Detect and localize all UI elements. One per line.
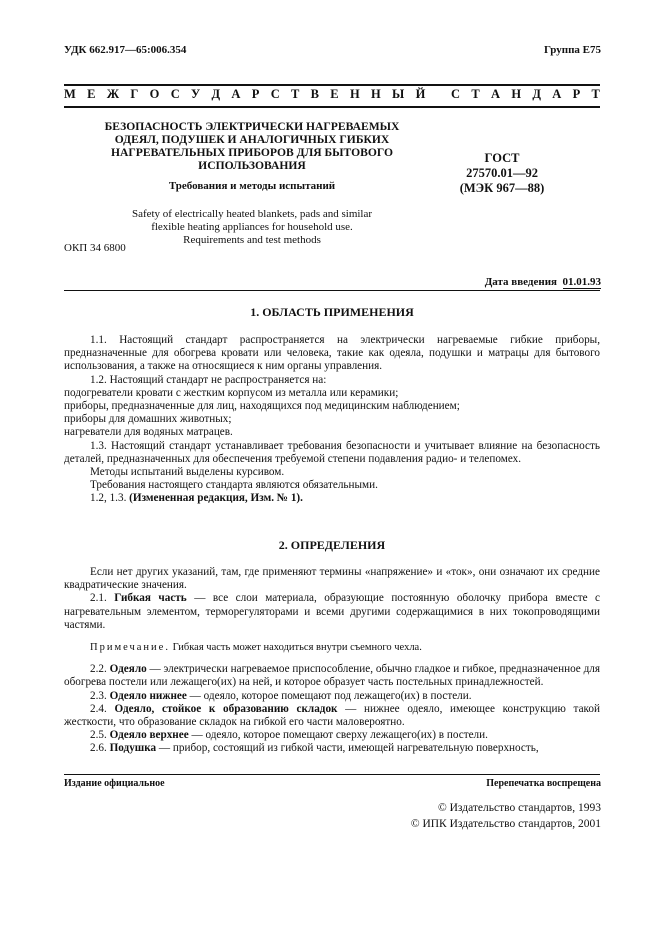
standard-banner: М Е Ж Г О С У Д А Р С Т В Е Н Н Ы Й С Т А Н Д А Р Т xyxy=(64,87,600,101)
effective-date: Дата введения 01.01.93 xyxy=(484,276,601,288)
paragraph-mandatory: Требования настоящего стандарта являются обязательными. xyxy=(90,479,378,492)
definition-2-1: 2.1. Гибкая часть — все слои материала, образующие постоянную оболочку прибора вместе с нагревательным элементом, терморегуляторами и всеми другими содержащимися в них токопроводящими частями. xyxy=(64,592,601,631)
note: Примечание. Гибкая часть может находиться внутри съемного чехла. xyxy=(90,642,422,654)
udk-code: УДК 662.917—65:006.354 xyxy=(64,44,187,56)
paragraph-1-2: 1.2. Настоящий стандарт не распространяется на: xyxy=(90,373,327,386)
banner-bottom-rule xyxy=(64,106,600,108)
definition-2-2: 2.2. Одеяло — электрически нагреваемое приспособление, обычно гладкое и гибкое, предназначенное для обогрева постели или лежащего(их) на ней, и которое образует часть постельных принадлежностей. xyxy=(64,663,600,689)
footer-official-edition: Издание официальное xyxy=(64,778,165,789)
section-2-heading: 2. ОПРЕДЕЛЕНИЯ xyxy=(278,538,386,552)
paragraph-1-3: 1.3. Настоящий стандарт устанавливает требования безопасности и учитывает влияние на безопасность деталей, предназначенных для обеспечения требуемой степени подавления радио- и телепомех. xyxy=(64,439,600,465)
okp-code: ОКП 34 6800 xyxy=(64,242,126,254)
date-rule xyxy=(64,290,600,291)
list-item: подогреватели кровати с жестким корпусом из металла или керамики; xyxy=(64,386,399,399)
list-item: приборы, предназначенные для лиц, находящихся под медицинским наблюдением; xyxy=(64,400,460,413)
list-item: приборы для домашних животных; xyxy=(64,413,232,426)
footer-rule xyxy=(64,774,600,775)
definition-2-3: 2.3. Одеяло нижнее — одеяло, которое помещают под лежащего(их) в постели. xyxy=(90,689,472,702)
paragraph-intro: Если нет других указаний, там, где применяют термины «напряжение» и «ток», они означают их средние квадратические значения. xyxy=(64,566,600,592)
document-title: БЕЗОПАСНОСТЬ ЭЛЕКТРИЧЕСКИ НАГРЕВАЕМЫХ ОДЕЯЛ, ПОДУШЕК И АНАЛОГИЧНЫХ ГИБКИХ НАГРЕВАТЕЛЬНЫХ ПРИБОРОВ ДЛЯ БЫТОВОГО ИСПОЛЬЗОВАНИЯ xyxy=(104,120,400,172)
copyright-2001: © ИПК Издательство стандартов, 2001 xyxy=(410,818,601,830)
banner-top-rule xyxy=(64,84,600,86)
section-2-body xyxy=(64,566,600,756)
amendment-note: 1.2, 1.3. (Измененная редакция, Изм. № 1). xyxy=(90,492,303,505)
paragraph-methods: Методы испытаний выделены курсивом. xyxy=(90,466,285,479)
english-title: Safety of electrically heated blankets, pads and similar flexible heating appliances for household use. Requirements and test methods xyxy=(131,208,373,246)
footer-reprint-prohibited: Перепечатка воспрещена xyxy=(486,778,601,789)
paragraph-1-1: 1.1. Настоящий стандарт распространяется на электрически нагреваемые гибкие приборы, предназначенные для обогрева кровати или человека, такие как одеяла, подушки и матрацы для бытового использования, а также на относящиеся к ним органы управления. xyxy=(64,334,600,373)
group-code: Группа Е75 xyxy=(543,44,601,56)
copyright-1993: © Издательство стандартов, 1993 xyxy=(437,802,601,814)
section-1-heading: 1. ОБЛАСТЬ ПРИМЕНЕНИЯ xyxy=(250,305,414,319)
list-item: нагреватели для водяных матрацев. xyxy=(64,426,233,439)
document-subtitle: Требования и методы испытаний xyxy=(168,180,336,192)
section-1-body xyxy=(64,334,600,506)
definition-2-4: 2.4. Одеяло, стойкое к образованию складок — нижнее одеяло, имеющее конструкцию такой жесткости, что образование складок на гибкой его части маловероятно. xyxy=(64,702,600,729)
definition-2-6: 2.6. Подушка — прибор, состоящий из гибкой части, имеющей нагревательную поверхность, xyxy=(90,742,539,755)
definition-2-5: 2.5. Одеяло верхнее — одеяло, которое помещают сверху лежащего(их) в постели. xyxy=(90,729,488,742)
gost-designation: ГОСТ 27570.01—92 (МЭК 967—88) xyxy=(459,151,545,195)
